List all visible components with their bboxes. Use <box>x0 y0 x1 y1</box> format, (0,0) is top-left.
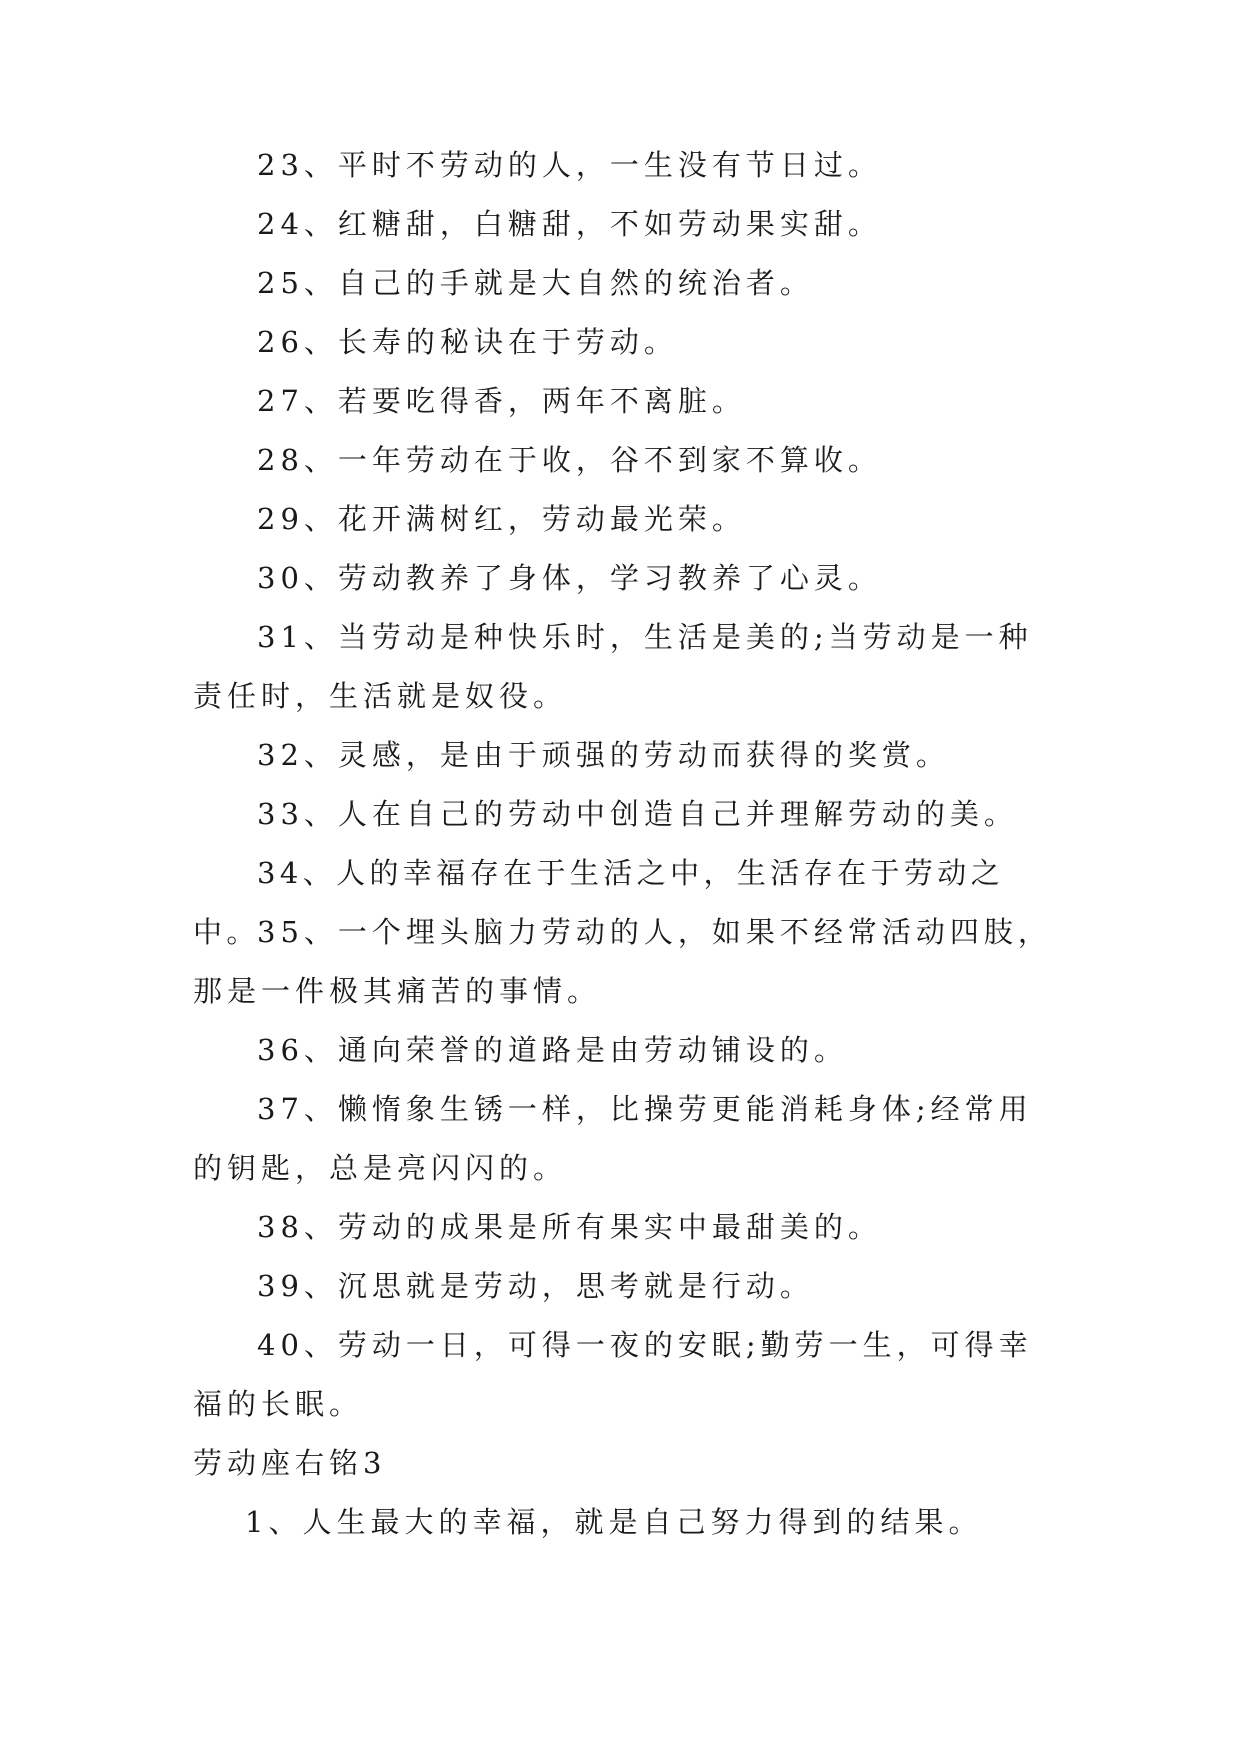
motto-item-34: 34、人的幸福存在于生活之中，生活存在于劳动之中。 <box>193 856 1005 949</box>
motto-item-39: 39、沉思就是劳动，思考就是行动。 <box>257 1269 814 1303</box>
motto-item-37: 37、懒惰象生锈一样，比操劳更能消耗身体;经常用的钥匙，总是亮闪闪的。 <box>193 1092 1033 1185</box>
motto-item-35: 35、一个埋头脑力劳动的人，如果不经常活动四肢，那是一件极其痛苦的事情。 <box>193 915 1052 1008</box>
motto-item-27: 27、若要吃得香，两年不离脏。 <box>257 384 746 418</box>
motto-item-25: 25、自己的手就是大自然的统治者。 <box>257 266 814 300</box>
motto-item-33: 33、人在自己的劳动中创造自己并理解劳动的美。 <box>257 797 1018 831</box>
motto-item-23: 23、平时不劳动的人，一生没有节日过。 <box>257 148 882 182</box>
motto-item-24: 24、红糖甜，白糖甜，不如劳动果实甜。 <box>257 207 882 241</box>
motto-item-29: 29、花开满树红，劳动最光荣。 <box>257 502 746 536</box>
motto-item-38: 38、劳动的成果是所有果实中最甜美的。 <box>257 1210 882 1244</box>
section-item-1: 1、人生最大的幸福，就是自己努力得到的结果。 <box>245 1505 983 1539</box>
motto-item-26: 26、长寿的秘诀在于劳动。 <box>257 325 678 359</box>
motto-item-36: 36、通向荣誉的道路是由劳动铺设的。 <box>257 1033 848 1067</box>
motto-item-28: 28、一年劳动在于收，谷不到家不算收。 <box>257 443 882 477</box>
motto-item-40: 40、劳动一日，可得一夜的安眠;勤劳一生，可得幸福的长眠。 <box>193 1328 1033 1421</box>
motto-item-32: 32、灵感，是由于顽强的劳动而获得的奖赏。 <box>257 738 950 772</box>
motto-item-30: 30、劳动教养了身体，学习教养了心灵。 <box>257 561 882 595</box>
section-heading: 劳动座右铭3 <box>193 1446 387 1480</box>
motto-item-31: 31、当劳动是种快乐时，生活是美的;当劳动是一种责任时，生活就是奴役。 <box>193 620 1033 713</box>
